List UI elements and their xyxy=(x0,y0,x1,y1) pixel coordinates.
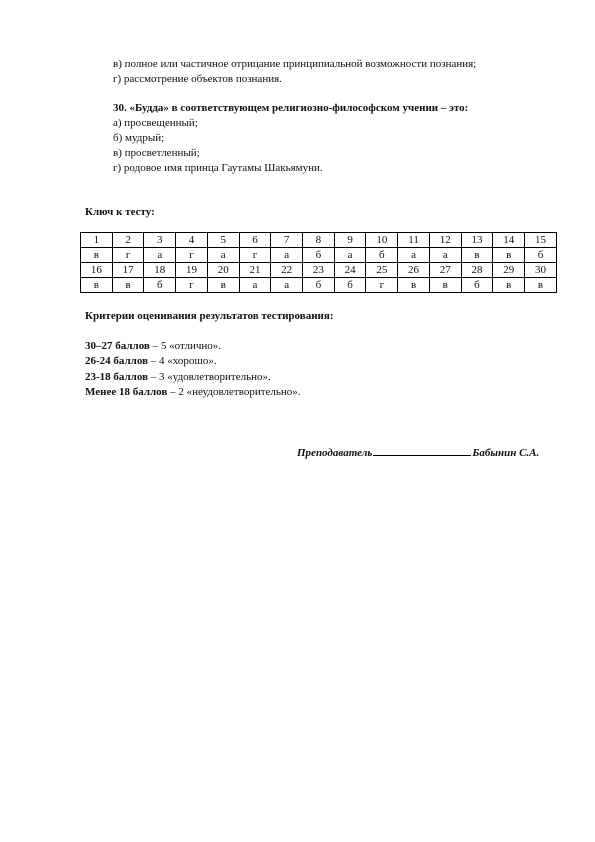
key-number-row xyxy=(81,263,557,278)
key-answer: а xyxy=(271,248,303,263)
key-question-number: 10 xyxy=(366,233,398,248)
key-answer: г xyxy=(239,248,271,263)
option-c: в) просветленный; xyxy=(113,147,200,159)
signature-role: Преподаватель xyxy=(297,447,373,459)
key-question-number: 5 xyxy=(207,233,239,248)
criteria-points: 26-24 баллов xyxy=(85,355,149,367)
answer-key-table xyxy=(80,232,557,293)
key-question-number: 8 xyxy=(303,233,335,248)
key-answer: б xyxy=(303,248,335,263)
key-question-number: 26 xyxy=(398,263,430,278)
key-answer: а xyxy=(398,248,430,263)
key-question-number: 18 xyxy=(144,263,176,278)
key-question-number: 13 xyxy=(461,233,493,248)
key-question-number: 23 xyxy=(303,263,335,278)
criteria-item xyxy=(85,370,271,384)
question-number: 30. xyxy=(113,102,127,114)
key-answer: а xyxy=(429,248,461,263)
key-answer: г xyxy=(366,278,398,293)
option-d: г) родовое имя принца Гаутамы Шакьямуни. xyxy=(113,162,323,174)
key-question-number: 19 xyxy=(176,263,208,278)
signature-line xyxy=(297,445,539,460)
key-answer: а xyxy=(239,278,271,293)
key-answer: а xyxy=(144,248,176,263)
key-answer: б xyxy=(366,248,398,263)
key-question-number: 28 xyxy=(461,263,493,278)
key-answer: б xyxy=(525,248,557,263)
key-question-number: 14 xyxy=(493,233,525,248)
key-answer: б xyxy=(461,278,493,293)
key-question-number: 24 xyxy=(334,263,366,278)
key-question-number: 4 xyxy=(176,233,208,248)
key-answer: в xyxy=(112,278,144,293)
key-answer: г xyxy=(176,248,208,263)
key-answer-row xyxy=(81,278,557,293)
criteria-grade: – 4 «хорошо». xyxy=(148,355,217,367)
key-question-number: 15 xyxy=(525,233,557,248)
criteria-item xyxy=(85,354,217,368)
criteria-points: Менее 18 баллов xyxy=(85,386,168,398)
key-answer-row xyxy=(81,248,557,263)
key-number-row xyxy=(81,233,557,248)
criteria-points: 23-18 баллов xyxy=(85,371,149,383)
criteria-points: 30–27 баллов xyxy=(85,340,150,352)
key-question-number: 9 xyxy=(334,233,366,248)
key-answer: в xyxy=(493,278,525,293)
question-text: «Будда» в соответствующем религиозно-философском учении – это: xyxy=(129,102,469,114)
key-answer: в xyxy=(81,248,113,263)
key-question-number: 20 xyxy=(207,263,239,278)
key-question-number: 25 xyxy=(366,263,398,278)
key-answer: в xyxy=(81,278,113,293)
criteria-grade: – 3 «удовлетворительно». xyxy=(148,371,271,383)
key-answer: в xyxy=(461,248,493,263)
key-question-number: 7 xyxy=(271,233,303,248)
key-answer: г xyxy=(112,248,144,263)
key-answer: в xyxy=(525,278,557,293)
option-b: б) мудрый; xyxy=(113,132,165,144)
key-question-number: 30 xyxy=(525,263,557,278)
key-answer: в xyxy=(429,278,461,293)
key-question-number: 1 xyxy=(81,233,113,248)
key-question-number: 22 xyxy=(271,263,303,278)
key-question-number: 12 xyxy=(429,233,461,248)
key-answer: а xyxy=(334,248,366,263)
question-30 xyxy=(113,101,468,115)
key-question-number: 2 xyxy=(112,233,144,248)
criteria-grade: – 5 «отлично». xyxy=(149,340,222,352)
criteria-item xyxy=(85,385,301,399)
key-title: Ключ к тесту: xyxy=(85,206,155,218)
key-question-number: 27 xyxy=(429,263,461,278)
key-question-number: 21 xyxy=(239,263,271,278)
key-answer: в xyxy=(493,248,525,263)
key-question-number: 17 xyxy=(112,263,144,278)
key-answer: б xyxy=(144,278,176,293)
key-answer: б xyxy=(334,278,366,293)
key-answer: в xyxy=(207,278,239,293)
signature-name: Бабынин С.А. xyxy=(472,447,540,459)
key-answer: в xyxy=(398,278,430,293)
signature-blank xyxy=(373,445,471,456)
key-question-number: 11 xyxy=(398,233,430,248)
criteria-grade: – 2 «неудовлетворительно». xyxy=(167,386,301,398)
key-question-number: 6 xyxy=(239,233,271,248)
key-answer: а xyxy=(207,248,239,263)
criteria-item xyxy=(85,339,221,353)
option-c-prev: в) полное или частичное отрицание принципиальной возможности познания; xyxy=(113,58,477,70)
criteria-title: Критерии оценивания результатов тестирования: xyxy=(85,310,334,322)
option-a: а) просвещенный; xyxy=(113,117,198,129)
key-question-number: 16 xyxy=(81,263,113,278)
key-answer: г xyxy=(176,278,208,293)
key-question-number: 3 xyxy=(144,233,176,248)
key-answer: б xyxy=(303,278,335,293)
key-answer: а xyxy=(271,278,303,293)
option-d-prev: г) рассмотрение объектов познания. xyxy=(113,73,282,85)
key-question-number: 29 xyxy=(493,263,525,278)
